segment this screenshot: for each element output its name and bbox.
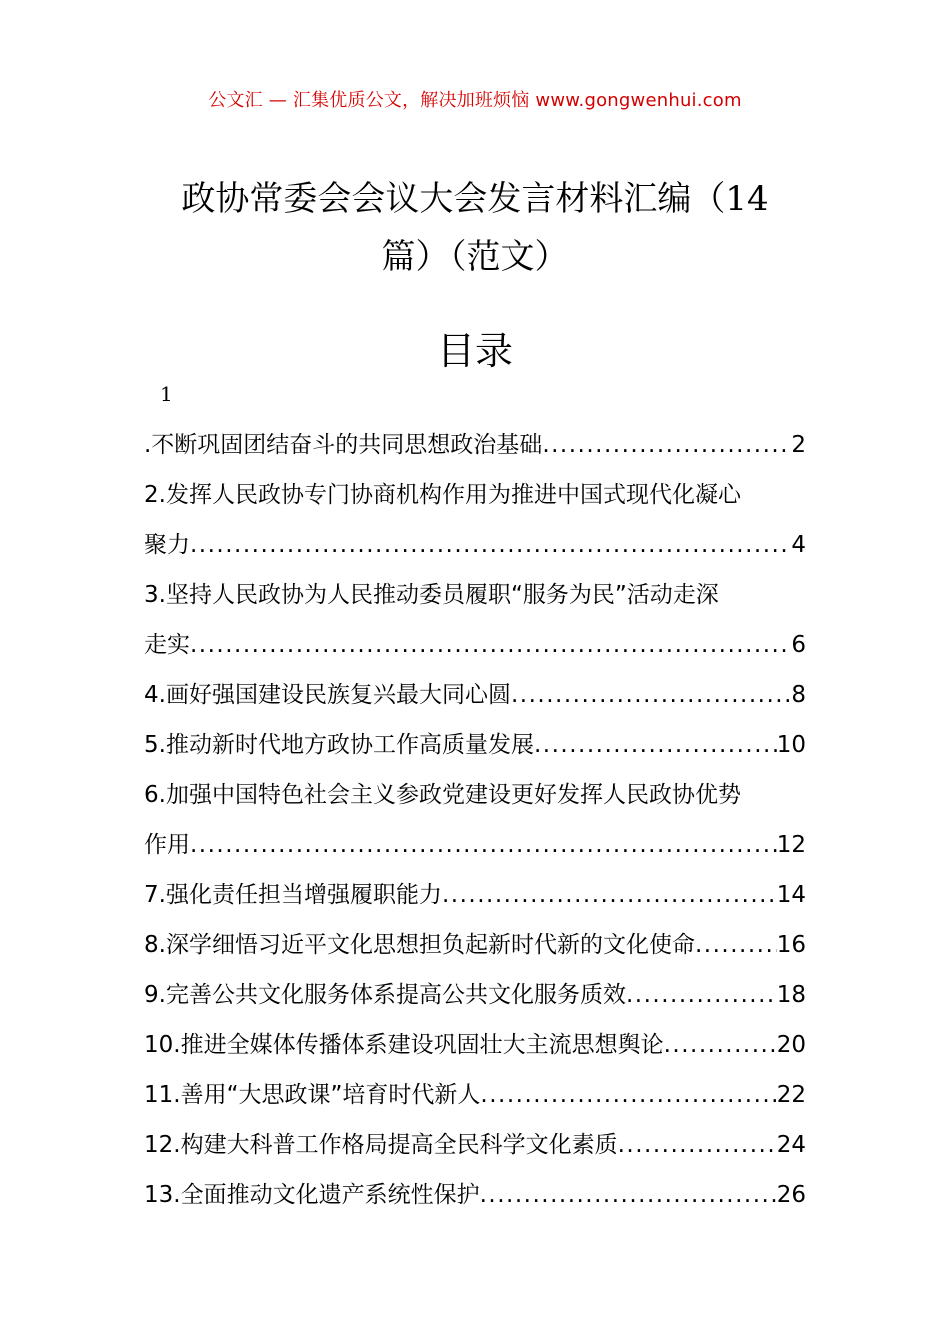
toc-entry-continuation[interactable] (144, 620, 806, 670)
title-text: 政协常委会会议大会发言材料汇编（ (181, 179, 726, 219)
toc-leader (442, 870, 777, 920)
toc-entry-title: 9.完善公共文化服务体系提高公共文化服务质效 (144, 982, 626, 1008)
toc-leader (190, 520, 791, 570)
toc-entry-continuation[interactable] (144, 820, 806, 870)
toc-entry-page: 26 (776, 1182, 806, 1208)
toc-entry-page: 14 (776, 882, 806, 908)
toc-entry[interactable] (144, 670, 806, 720)
toc-leader (664, 1020, 777, 1070)
toc-entry-title: 3.坚持人民政协为人民推动委员履职“服务为民”活动走深 (144, 582, 719, 608)
toc-entry-title: 13.全面推动文化遗产系统性保护 (144, 1182, 480, 1208)
toc-entry[interactable] (144, 1020, 806, 1070)
toc-entry-title: 8.深学细悟习近平文化思想担负起新时代新的文化使命 (144, 932, 695, 958)
toc-leader (618, 1120, 777, 1170)
toc-entry-title: 4.画好强国建设民族复兴最大同心圆 (144, 682, 511, 708)
toc-leader (190, 620, 791, 670)
toc-entry[interactable] (144, 770, 806, 820)
toc-entry-page: 2 (791, 432, 806, 458)
title-line-2: 篇）（范文） (381, 237, 569, 277)
toc-leader (534, 720, 777, 770)
toc-entry-page: 10 (776, 732, 806, 758)
toc-entry[interactable] (144, 1120, 806, 1170)
toc-entry-page: 4 (791, 532, 806, 558)
toc-leader (480, 1170, 777, 1220)
toc-entry[interactable] (144, 1170, 806, 1220)
toc-heading: 目录 (436, 329, 513, 373)
toc-entry-page: 22 (776, 1082, 806, 1108)
toc-entry-page: 6 (791, 632, 806, 658)
toc-entry-title-cont: 走实 (144, 632, 190, 658)
toc-entry-title-cont: 聚力 (144, 532, 190, 558)
toc-entry-page: 20 (776, 1032, 806, 1058)
table-of-contents (144, 420, 806, 1220)
toc-entry[interactable] (144, 720, 806, 770)
toc-entry[interactable] (144, 870, 806, 920)
first-entry-number: 1 (160, 382, 173, 406)
toc-entry[interactable] (144, 920, 806, 970)
toc-leader (695, 920, 777, 970)
site-banner[interactable]: 公文汇 — 汇集优质公文，解决加班烦恼 www.gongwenhui.com (208, 90, 742, 111)
toc-entry-title: 5.推动新时代地方政协工作高质量发展 (144, 732, 534, 758)
toc-entry[interactable] (144, 470, 806, 520)
toc-entry-page: 12 (776, 832, 806, 858)
toc-entry[interactable] (144, 1070, 806, 1120)
toc-entry-title-cont: 作用 (144, 832, 190, 858)
toc-leader (511, 670, 791, 720)
toc-entry-title: 7.强化责任担当增强履职能力 (144, 882, 442, 908)
toc-entry-title: 10.推进全媒体传播体系建设巩固壮大主流思想舆论 (144, 1032, 664, 1058)
toc-entry[interactable] (144, 570, 806, 620)
toc-entry-title: 6.加强中国特色社会主义参政党建设更好发挥人民政协优势 (144, 782, 741, 808)
toc-entry[interactable] (144, 970, 806, 1020)
toc-leader (190, 820, 777, 870)
toc-leader (480, 1070, 776, 1120)
toc-entry-page: 8 (791, 682, 806, 708)
toc-leader (626, 970, 777, 1020)
toc-entry-page: 18 (776, 982, 806, 1008)
toc-entry-page: 24 (776, 1132, 806, 1158)
document-title (150, 170, 800, 286)
toc-leader (542, 420, 791, 470)
toc-entry-title: .不断巩固团结奋斗的共同思想政治基础 (144, 432, 543, 458)
toc-entry[interactable] (144, 420, 806, 470)
toc-entry-page: 16 (776, 932, 806, 958)
toc-entry-title: 2.发挥人民政协专门协商机构作用为推进中国式现代化凝心 (144, 482, 741, 508)
toc-entry-title: 12.构建大科普工作格局提高全民科学文化素质 (144, 1132, 618, 1158)
title-line-1 (150, 170, 800, 228)
toc-entry-continuation[interactable] (144, 520, 806, 570)
title-count: 14 (725, 179, 769, 219)
toc-entry-title: 11.善用“大思政课”培育时代新人 (144, 1082, 481, 1108)
